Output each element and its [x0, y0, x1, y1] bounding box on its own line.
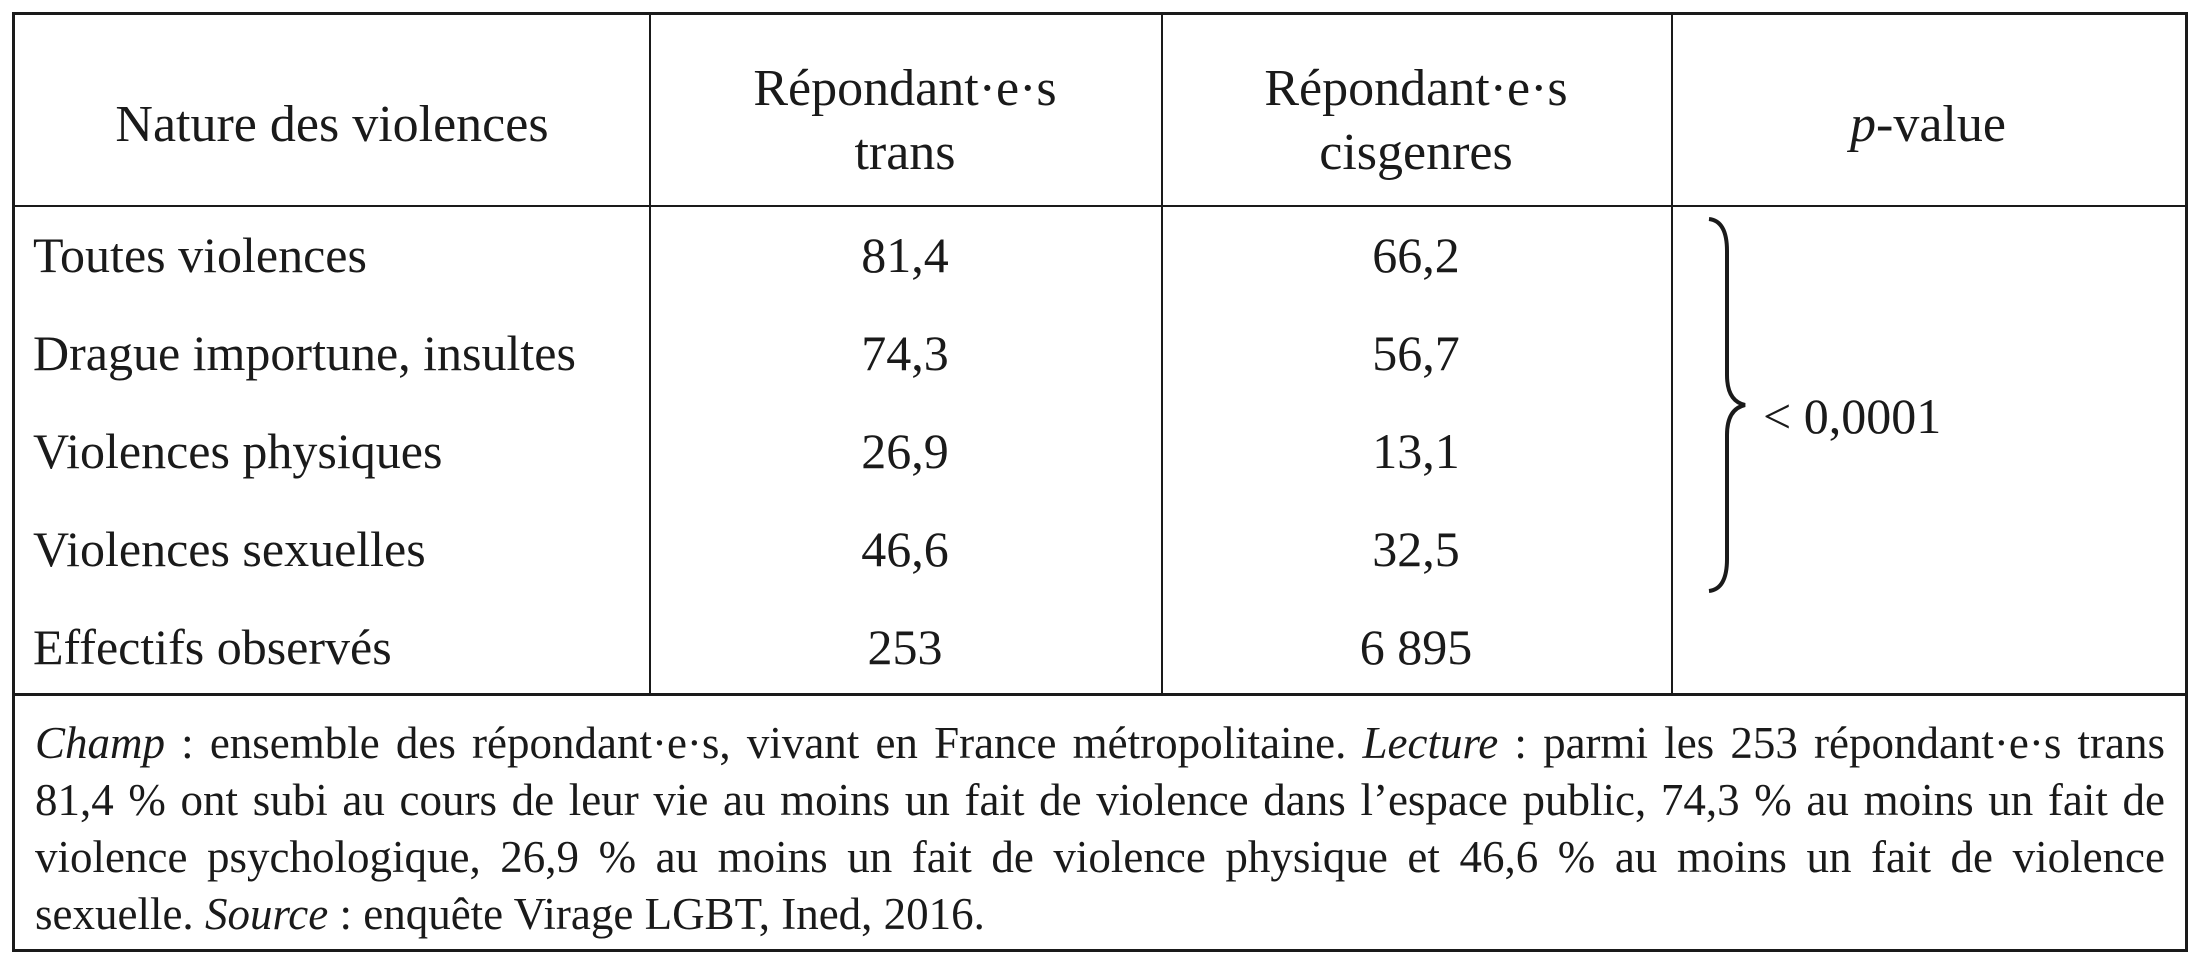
row-value-trans: 26,9 — [861, 423, 949, 479]
row-value-trans: 46,6 — [861, 521, 949, 577]
table-note — [35, 715, 2165, 943]
header-pvalue-rest: -value — [1876, 96, 2006, 153]
row-label: Violences physiques — [33, 423, 443, 479]
note-divider — [15, 693, 2185, 696]
row-value-cis: 6 895 — [1359, 619, 1473, 675]
row-label: Drague importune, insultes — [33, 325, 576, 381]
note-champ-text: : ensemble des répondant·e·s, vivant en France métropolitaine. — [165, 718, 1363, 768]
header-divider — [15, 205, 2185, 207]
note-lecture-text: : parmi les 253 répondant·e·s trans 81,4 % ont subi au cours de leur vie au moins un fait de violence dans l’espace public, 74,3 % au moins un fait de violence psychologique, 26,9 % au moins un fait de violence physique et 46,6 % au moins un fait de violence sexuelle. — [35, 718, 2165, 939]
pvalue-result: < 0,0001 — [1763, 388, 1942, 444]
header-trans-line1: Répondant·e·s — [753, 60, 1057, 117]
right-brace-icon — [1705, 215, 1765, 595]
row-value-cis: 56,7 — [1372, 325, 1460, 381]
header-trans — [649, 57, 1161, 185]
note-source-label: Source — [204, 889, 329, 939]
row-value-cis: 32,5 — [1372, 521, 1460, 577]
row-value-trans: 81,4 — [861, 227, 949, 283]
header-cis — [1161, 57, 1671, 185]
note-lecture-label: Lecture — [1362, 718, 1499, 768]
row-value-trans: 74,3 — [861, 325, 949, 381]
header-nature-label: Nature des violences — [115, 96, 549, 153]
header-nature — [15, 93, 649, 157]
row-label: Toutes violences — [33, 227, 367, 283]
row-label: Violences sexuelles — [33, 521, 426, 577]
row-value-cis: 13,1 — [1372, 423, 1460, 479]
note-source-text: : enquête Virage LGBT, Ined, 2016. — [328, 889, 985, 939]
header-cis-line1: Répondant·e·s — [1264, 60, 1568, 117]
row-value-trans: 253 — [867, 619, 943, 675]
data-table — [12, 12, 2188, 952]
row-label: Effectifs observés — [33, 619, 392, 675]
header-pvalue-italic: p — [1850, 96, 1877, 153]
header-cis-line2: cisgenres — [1319, 124, 1513, 181]
header-trans-line2: trans — [854, 124, 956, 181]
header-pvalue — [1671, 93, 2185, 157]
row-value-cis: 66,2 — [1372, 227, 1460, 283]
note-champ-label: Champ — [35, 718, 166, 768]
